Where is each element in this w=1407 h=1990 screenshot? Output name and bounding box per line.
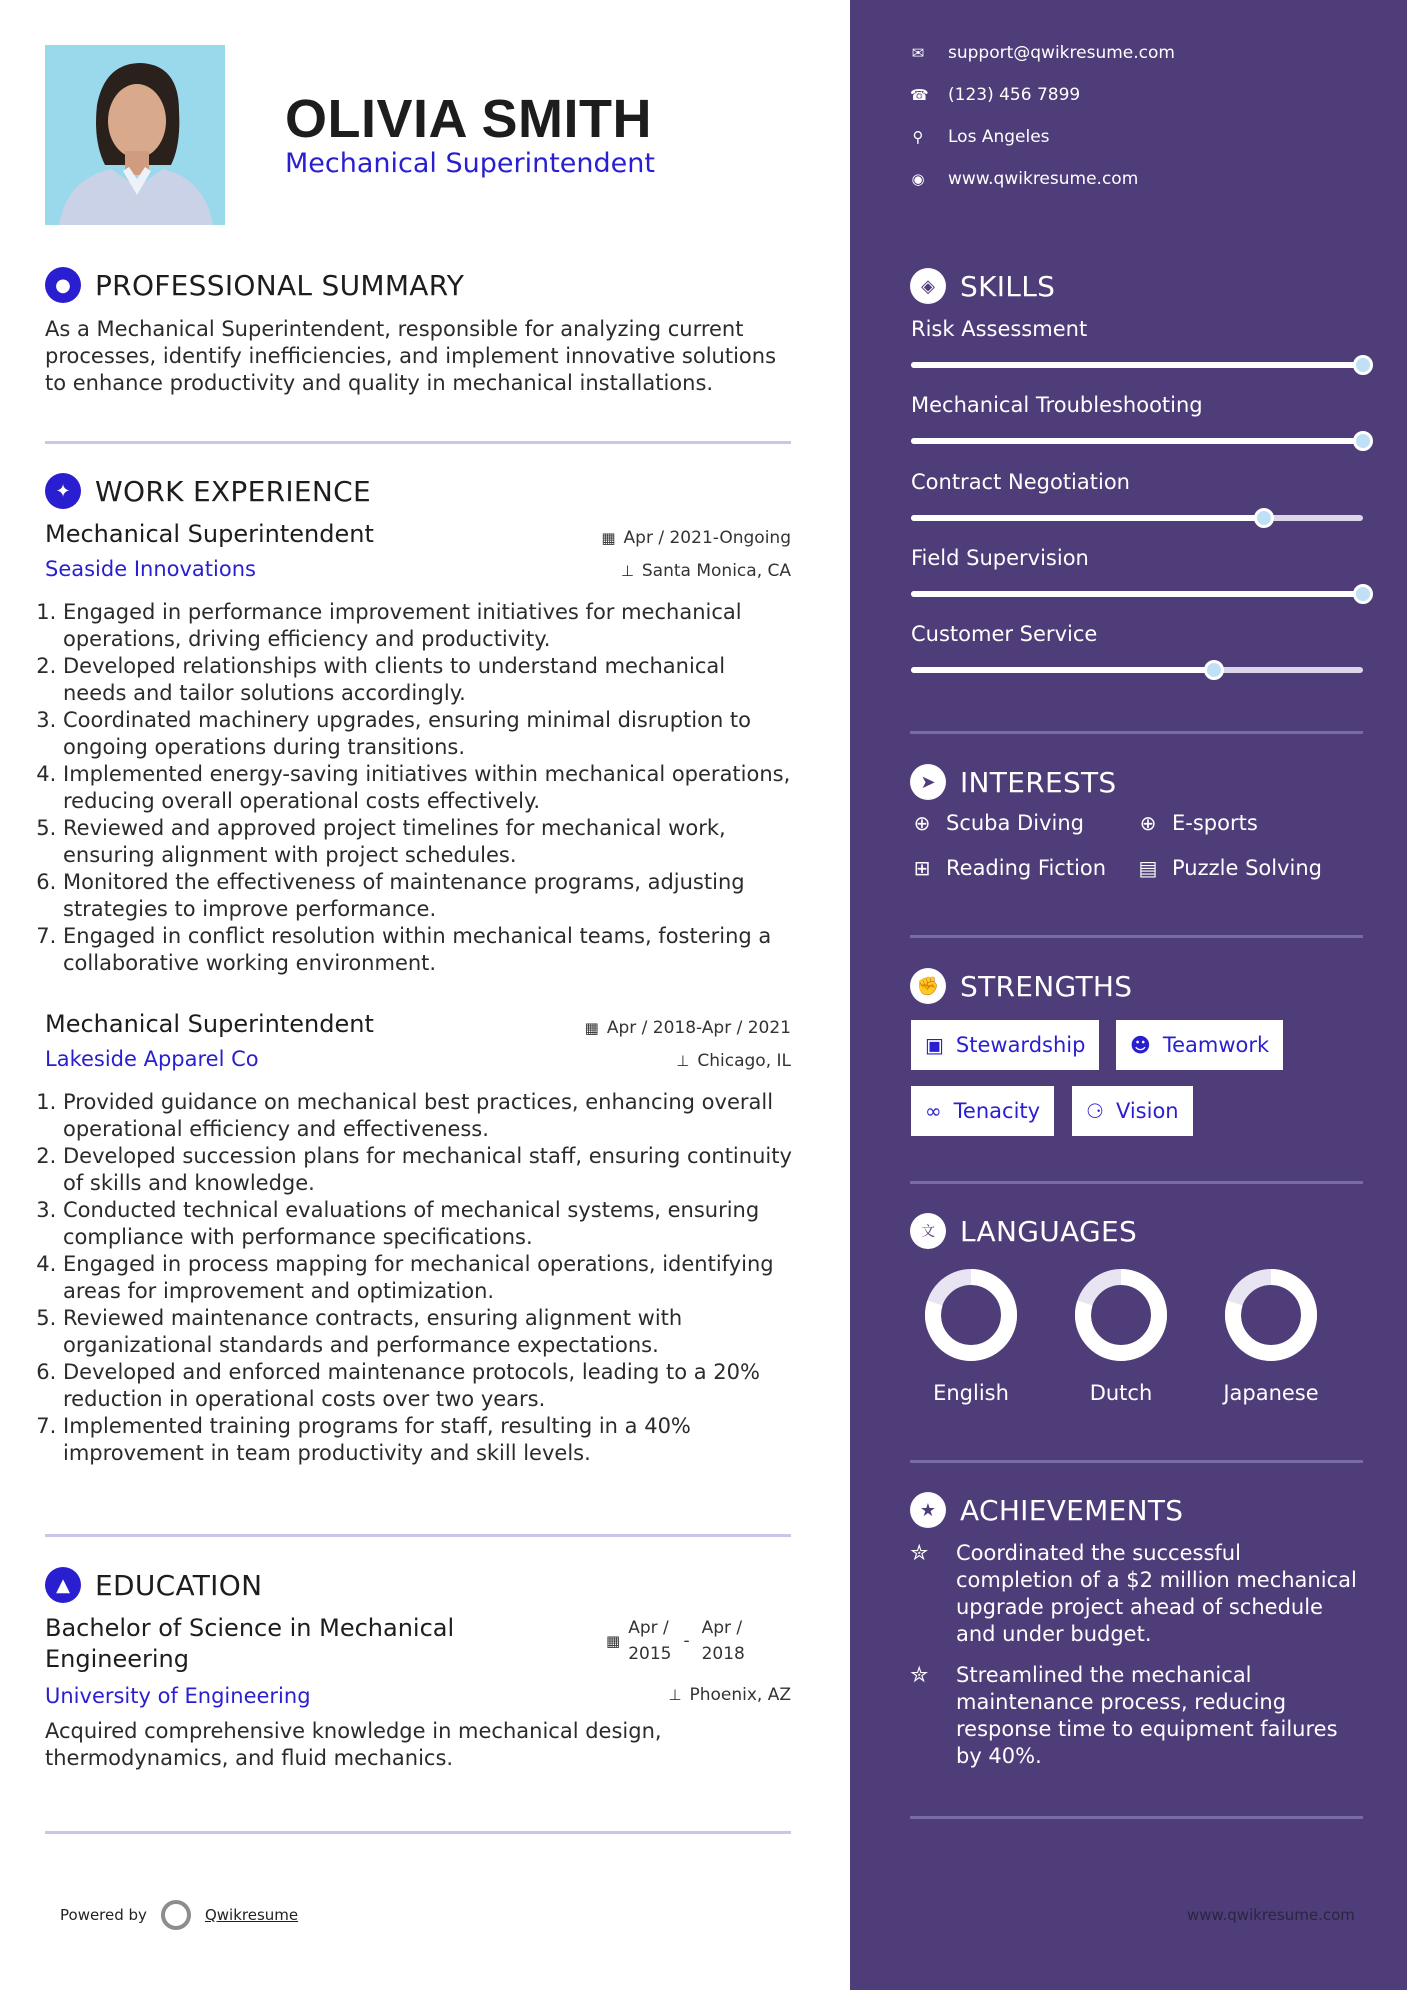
job-bullet: 1. Provided guidance on mechanical best practices, enhancing overall operational efficiency and effectiveness. xyxy=(63,1089,795,1143)
interest-label: Scuba Diving xyxy=(946,811,1084,835)
job-location xyxy=(621,561,791,581)
education-end-month: Apr / xyxy=(701,1618,743,1638)
qwikresume-logo-icon xyxy=(161,1900,191,1930)
section-divider xyxy=(45,441,791,444)
phone-icon: ☎ xyxy=(910,86,929,104)
section-divider xyxy=(910,1181,1363,1184)
contact-phone[interactable] xyxy=(910,85,1080,105)
education-title: EDUCATION xyxy=(95,1568,263,1602)
job-dates xyxy=(601,528,791,548)
job-location-text: Santa Monica, CA xyxy=(641,561,791,581)
language-ring xyxy=(1221,1265,1321,1365)
summary-line: As a Mechanical Superintendent, responsible for analyzing current xyxy=(45,317,744,341)
interest-item xyxy=(910,811,1084,835)
achievement-text xyxy=(956,1662,1338,1770)
education-start-month: Apr / xyxy=(628,1618,669,1638)
job-bullet: 2. Developed relationships with clients to understand mechanical needs and tailor solutions accordingly. xyxy=(63,653,795,707)
education-dates xyxy=(606,1615,745,1667)
contact-location-text: Los Angeles xyxy=(948,127,1050,147)
binoculars-icon: ⚆ xyxy=(1086,1099,1104,1123)
skill-bar-knob xyxy=(1254,508,1274,528)
paper-plane-icon: ➤ xyxy=(910,764,946,800)
degree-line: Engineering xyxy=(45,1645,189,1673)
job-bullet: 6. Developed and enforced maintenance protocols, leading to a 20% reduction in operational costs over two years. xyxy=(63,1359,795,1413)
company-name: Lakeside Apparel Co xyxy=(45,1047,259,1071)
education-end-year: 2018 xyxy=(701,1644,745,1664)
job-bullets xyxy=(45,599,795,977)
fist-icon: ✊ xyxy=(910,968,946,1004)
job-title: Mechanical Superintendent xyxy=(45,520,374,548)
skill-bar xyxy=(911,515,1363,521)
summary-text xyxy=(45,316,805,397)
achievement-item xyxy=(910,1662,1370,1770)
job-bullet: 7. Implemented training programs for staff, resulting in a 40% improvement in team productivity and skill levels. xyxy=(63,1413,795,1467)
section-divider xyxy=(910,1460,1363,1463)
strength-chip xyxy=(1072,1086,1193,1136)
contact-website-text: www.qwikresume.com xyxy=(948,169,1139,189)
company-name: Seaside Innovations xyxy=(45,557,256,581)
skill-bar-knob xyxy=(1353,431,1373,451)
job-bullet: 1. Engaged in performance improvement initiatives for mechanical operations, driving efficiency and productivity. xyxy=(63,599,795,653)
job-bullet: 2. Developed succession plans for mechanical staff, ensuring continuity of skills and knowledge. xyxy=(63,1143,795,1197)
achievement-text xyxy=(956,1540,1357,1648)
interests-header xyxy=(910,764,1117,800)
skills-title: SKILLS xyxy=(960,269,1056,303)
strength-label: Tenacity xyxy=(953,1099,1041,1123)
skill-bar xyxy=(911,438,1363,444)
job-dates xyxy=(585,1018,791,1038)
summary-line: to enhance productivity and quality in mechanical installations. xyxy=(45,371,714,395)
strength-label: Stewardship xyxy=(955,1033,1086,1057)
candidate-name: OLIVIA SMITH xyxy=(285,89,652,149)
profile-photo-image xyxy=(45,45,225,225)
summary-title: PROFESSIONAL SUMMARY xyxy=(95,268,465,302)
job-location-text: Chicago, IL xyxy=(697,1051,791,1071)
graduation-cap-icon: ▲ xyxy=(45,1567,81,1603)
contact-phone-text: (123) 456 7899 xyxy=(948,85,1081,105)
summary-header xyxy=(45,267,464,303)
job-dates-text: Apr / 2021-Ongoing xyxy=(623,528,791,548)
job-title: Mechanical Superintendent xyxy=(45,1010,374,1038)
skills-header xyxy=(910,268,1055,304)
strength-chip xyxy=(911,1020,1099,1070)
skill-name: Risk Assessment xyxy=(911,317,1088,341)
education-line: thermodynamics, and fluid mechanics. xyxy=(45,1746,454,1770)
skill-bar-fill xyxy=(911,591,1363,597)
powered-by xyxy=(60,1900,298,1930)
contact-email-text: support@qwikresume.com xyxy=(948,43,1175,63)
experience-title: WORK EXPERIENCE xyxy=(95,474,371,508)
language-ring xyxy=(1071,1265,1171,1365)
job-bullet: 3. Coordinated machinery upgrades, ensuring minimal disruption to ongoing operations during transitions. xyxy=(63,707,795,761)
achievement-item xyxy=(910,1540,1370,1648)
interest-item xyxy=(910,856,1106,880)
education-start xyxy=(628,1615,671,1667)
job-bullet: 6. Monitored the effectiveness of maintenance programs, adjusting strategies to improve performance. xyxy=(63,869,795,923)
lifebuoy-icon: ⊕ xyxy=(1139,811,1157,835)
education-text xyxy=(45,1718,805,1772)
envelope-icon: ✉ xyxy=(911,44,925,62)
qwikresume-link[interactable]: Qwikresume xyxy=(204,1906,299,1924)
language-name: English xyxy=(933,1381,1009,1405)
job-bullet: 7. Engaged in conflict resolution within mechanical teams, fostering a collaborative working environment. xyxy=(63,923,795,977)
skill-bar xyxy=(911,591,1363,597)
skill-bar-knob xyxy=(1353,584,1373,604)
contact-website[interactable] xyxy=(910,169,1138,189)
skill-bar-fill xyxy=(911,362,1363,368)
interests-title: INTERESTS xyxy=(960,765,1117,799)
skill-name: Contract Negotiation xyxy=(911,470,1130,494)
achievement-line: Coordinated the successful xyxy=(956,1541,1241,1565)
education-location xyxy=(668,1685,791,1705)
language-item xyxy=(906,1265,1036,1405)
job-bullet: 5. Reviewed maintenance contracts, ensuring alignment with organizational standards and performance expectations. xyxy=(63,1305,795,1359)
contact-email[interactable] xyxy=(910,43,1175,63)
interest-label: Reading Fiction xyxy=(946,856,1107,880)
skill-bar-fill xyxy=(911,438,1363,444)
language-name: Dutch xyxy=(1089,1381,1153,1405)
skill-bar-fill xyxy=(911,667,1214,673)
languages-title: LANGUAGES xyxy=(960,1214,1138,1248)
achievement-line: completion of a $2 million mechanical xyxy=(956,1568,1357,1592)
powered-by-label: Powered by xyxy=(60,1906,147,1924)
lightbulb-icon: ◈ xyxy=(910,268,946,304)
achievements-header xyxy=(910,1492,1183,1528)
shooting-star-icon: ✮ xyxy=(910,1541,929,1566)
skill-bar-knob xyxy=(1204,660,1224,680)
users-icon: ☻ xyxy=(1130,1033,1151,1057)
gamepad-icon: ⊞ xyxy=(913,856,931,880)
calendar-icon: ▦ xyxy=(601,529,616,547)
education-header xyxy=(45,1567,262,1603)
achievement-line: and under budget. xyxy=(956,1622,1152,1646)
section-divider xyxy=(910,935,1363,938)
school-name: University of Engineering xyxy=(45,1684,311,1708)
pin-icon: ⊥ xyxy=(668,1686,682,1704)
strength-label: Vision xyxy=(1115,1099,1179,1123)
briefcase-icon: ▣ xyxy=(925,1033,944,1057)
profile-photo xyxy=(45,45,225,225)
interest-label: Puzzle Solving xyxy=(1172,856,1322,880)
education-end xyxy=(702,1615,745,1667)
languages-header xyxy=(910,1213,1137,1249)
strength-chip xyxy=(911,1086,1054,1136)
interest-item xyxy=(1136,811,1258,835)
summary-line: processes, identify inefficiencies, and implement innovative solutions xyxy=(45,344,777,368)
job-bullet: 3. Conducted technical evaluations of mechanical systems, ensuring compliance with performance specifications. xyxy=(63,1197,795,1251)
job-bullet: 5. Reviewed and approved project timelines for mechanical work, ensuring alignment with project schedules. xyxy=(63,815,795,869)
star-badge-icon: ★ xyxy=(910,1492,946,1528)
footer-url[interactable]: www.qwikresume.com xyxy=(1187,1906,1355,1924)
pin-icon: ⊥ xyxy=(676,1052,690,1070)
language-name: Japanese xyxy=(1223,1381,1319,1405)
job-bullet: 4. Engaged in process mapping for mechanical operations, identifying areas for improvement and optimization. xyxy=(63,1251,795,1305)
section-divider xyxy=(45,1534,791,1537)
skill-name: Customer Service xyxy=(911,622,1098,646)
strength-label: Teamwork xyxy=(1162,1033,1270,1057)
language-ring xyxy=(921,1265,1021,1365)
strengths-header xyxy=(910,968,1132,1004)
strength-chip xyxy=(1116,1020,1283,1070)
achievement-line: Streamlined the mechanical xyxy=(956,1663,1252,1687)
user-icon: ● xyxy=(45,267,81,303)
experience-header xyxy=(45,473,371,509)
contact-location xyxy=(910,127,1050,147)
pin-icon: ⊥ xyxy=(620,562,634,580)
map-pin-icon: ⚲ xyxy=(912,128,924,146)
calendar-icon: ▦ xyxy=(584,1019,599,1037)
calendar-icon: ▦ xyxy=(606,1632,621,1650)
achievement-line: by 40%. xyxy=(956,1744,1042,1768)
language-item xyxy=(1056,1265,1186,1405)
book-icon: ▤ xyxy=(1138,856,1158,880)
degree xyxy=(45,1613,454,1675)
strengths-title: STRENGTHS xyxy=(960,969,1133,1003)
job-bullet: 4. Implemented energy-saving initiatives within mechanical operations, reducing overall operational costs effectively. xyxy=(63,761,795,815)
education-location-text: Phoenix, AZ xyxy=(689,1685,791,1705)
skill-bar xyxy=(911,362,1363,368)
date-separator: - xyxy=(683,1631,690,1651)
skill-name: Mechanical Troubleshooting xyxy=(911,393,1203,417)
skill-bar xyxy=(911,667,1363,673)
section-divider xyxy=(45,1831,791,1834)
achievement-line: upgrade project ahead of schedule xyxy=(956,1595,1323,1619)
achievement-line: maintenance process, reducing xyxy=(956,1690,1287,1714)
section-divider xyxy=(910,731,1363,734)
skill-bar-fill xyxy=(911,515,1264,521)
achievements-title: ACHIEVEMENTS xyxy=(960,1493,1184,1527)
candidate-role: Mechanical Superintendent xyxy=(285,148,655,179)
interest-label: E-sports xyxy=(1172,811,1258,835)
section-divider xyxy=(910,1816,1363,1819)
education-start-year: 2015 xyxy=(628,1644,672,1664)
briefcase-icon: ✦ xyxy=(45,473,81,509)
link-icon: ∞ xyxy=(925,1099,942,1123)
job-bullets xyxy=(45,1089,795,1467)
skill-bar-knob xyxy=(1353,355,1373,375)
skill-name: Field Supervision xyxy=(911,546,1089,570)
lifebuoy-icon: ⊕ xyxy=(913,811,931,835)
translate-icon: 文 xyxy=(910,1213,946,1249)
job-location xyxy=(676,1051,791,1071)
job-dates-text: Apr / 2018-Apr / 2021 xyxy=(606,1018,791,1038)
interest-item xyxy=(1136,856,1322,880)
achievement-line: response time to equipment failures xyxy=(956,1717,1338,1741)
language-item xyxy=(1206,1265,1336,1405)
degree-line: Bachelor of Science in Mechanical xyxy=(45,1614,455,1642)
shooting-star-icon: ✮ xyxy=(910,1663,929,1688)
education-line: Acquired comprehensive knowledge in mechanical design, xyxy=(45,1719,662,1743)
globe-icon: ◉ xyxy=(911,170,925,188)
